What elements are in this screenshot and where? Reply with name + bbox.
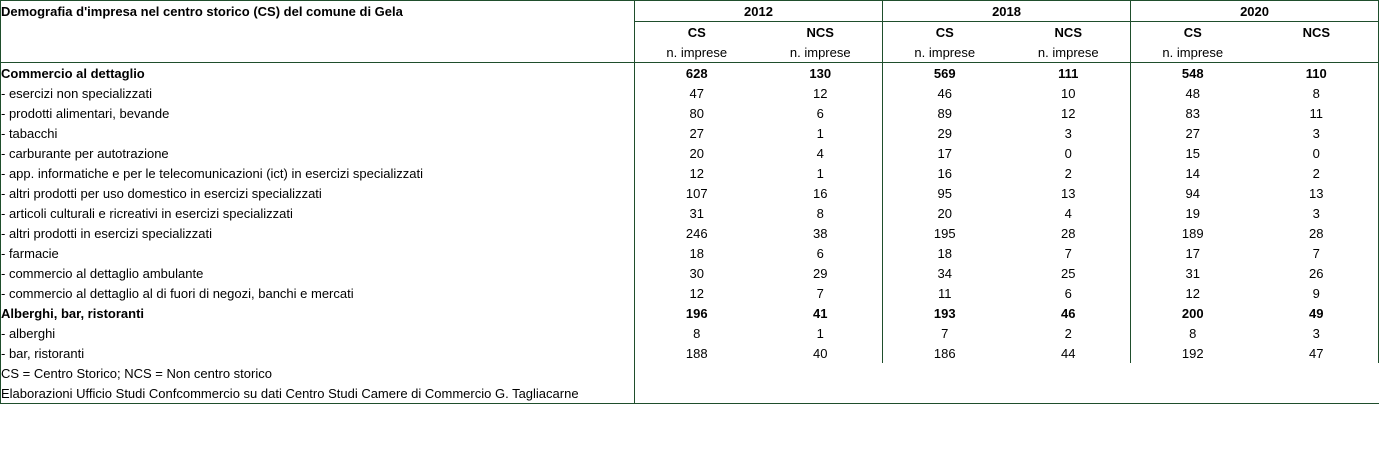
row-value: 41 bbox=[759, 303, 883, 323]
row-value: 195 bbox=[933, 225, 956, 241]
row-value: 80 bbox=[689, 105, 704, 121]
row-label: Alberghi, bar, ristoranti bbox=[1, 303, 635, 323]
table-body bbox=[1, 63, 1383, 364]
table-row bbox=[1, 283, 1383, 303]
table-row bbox=[1, 63, 1383, 84]
row-value: 48 bbox=[1185, 85, 1201, 101]
row-value: 192 bbox=[1181, 345, 1204, 361]
row-value: 2 bbox=[1255, 163, 1379, 183]
note-source: Elaborazioni Ufficio Studi Confcommercio su dati Centro Studi Camere di Commercio G. Tagliacarne bbox=[1, 383, 635, 404]
table-gutter bbox=[1379, 383, 1383, 404]
table-row bbox=[1, 263, 1383, 283]
row-value: 31 bbox=[689, 205, 704, 221]
row-value: 4 bbox=[1007, 203, 1131, 223]
unit-2018-ncs: n. imprese bbox=[1007, 42, 1131, 63]
year-header-2012: 2012 bbox=[635, 1, 883, 22]
table-header-areas bbox=[1, 22, 1383, 43]
row-value: 16 bbox=[937, 165, 952, 181]
table-gutter bbox=[1379, 103, 1383, 123]
row-value: 14 bbox=[1185, 165, 1201, 181]
table-gutter bbox=[1379, 283, 1383, 303]
area-header-2018-cs: CS bbox=[935, 24, 954, 40]
table-gutter bbox=[1379, 42, 1383, 63]
table-gutter bbox=[1379, 143, 1383, 163]
row-value: 8 bbox=[1189, 325, 1197, 341]
unit-2018-cs: n. imprese bbox=[883, 42, 1007, 63]
row-value: 6 bbox=[759, 243, 883, 263]
row-value: 107 bbox=[685, 185, 708, 201]
table-gutter bbox=[1379, 183, 1383, 203]
row-value: 83 bbox=[1185, 105, 1201, 121]
table-gutter bbox=[1379, 83, 1383, 103]
row-label: - prodotti alimentari, bevande bbox=[1, 103, 635, 123]
table-gutter bbox=[1379, 123, 1383, 143]
row-value: 110 bbox=[1255, 63, 1379, 84]
row-value: 3 bbox=[1255, 203, 1379, 223]
row-value: 12 bbox=[689, 165, 704, 181]
row-value: 12 bbox=[1007, 103, 1131, 123]
row-value: 40 bbox=[759, 343, 883, 363]
area-header-2020-ncs: NCS bbox=[1255, 22, 1379, 43]
unit-blank-label bbox=[1, 42, 635, 63]
row-value: 189 bbox=[1181, 225, 1204, 241]
row-value: 12 bbox=[689, 285, 704, 301]
row-value: 29 bbox=[937, 125, 952, 141]
row-value: 44 bbox=[1007, 343, 1131, 363]
row-value: 3 bbox=[1255, 323, 1379, 343]
row-label: - commercio al dettaglio al di fuori di negozi, banchi e mercati bbox=[1, 283, 635, 303]
row-value: 94 bbox=[1185, 185, 1201, 201]
row-value: 2 bbox=[1007, 163, 1131, 183]
row-value: 89 bbox=[937, 105, 952, 121]
row-label: - alberghi bbox=[1, 323, 635, 343]
table-row bbox=[1, 323, 1383, 343]
row-value: 8 bbox=[693, 325, 701, 341]
table-gutter bbox=[1379, 243, 1383, 263]
row-value: 1 bbox=[759, 163, 883, 183]
row-value: 46 bbox=[1007, 303, 1131, 323]
row-label: - farmacie bbox=[1, 243, 635, 263]
row-value: 25 bbox=[1007, 263, 1131, 283]
row-value: 7 bbox=[1255, 243, 1379, 263]
note-legend: CS = Centro Storico; NCS = Non centro storico bbox=[1, 363, 635, 383]
row-value: 20 bbox=[689, 145, 704, 161]
table-row bbox=[1, 203, 1383, 223]
row-label: - altri prodotti per uso domestico in esercizi specializzati bbox=[1, 183, 635, 203]
row-value: 10 bbox=[1007, 83, 1131, 103]
unit-2012-ncs: n. imprese bbox=[759, 42, 883, 63]
row-value: 19 bbox=[1185, 205, 1201, 221]
footer-blank-1 bbox=[635, 363, 1379, 383]
row-label: - esercizi non specializzati bbox=[1, 83, 635, 103]
row-value: 1 bbox=[759, 323, 883, 343]
row-value: 548 bbox=[1181, 65, 1204, 81]
row-value: 7 bbox=[941, 325, 949, 341]
table-row bbox=[1, 343, 1383, 363]
row-value: 8 bbox=[1255, 83, 1379, 103]
table-gutter bbox=[1379, 303, 1383, 323]
row-value: 18 bbox=[689, 245, 704, 261]
row-value: 6 bbox=[759, 103, 883, 123]
row-value: 246 bbox=[685, 225, 708, 241]
table-row bbox=[1, 83, 1383, 103]
row-label: - tabacchi bbox=[1, 123, 635, 143]
row-label: - articoli culturali e ricreativi in esercizi specializzati bbox=[1, 203, 635, 223]
row-value: 30 bbox=[689, 265, 704, 281]
row-value: 0 bbox=[1255, 143, 1379, 163]
row-value: 20 bbox=[937, 205, 952, 221]
row-label: - bar, ristoranti bbox=[1, 343, 635, 363]
row-value: 111 bbox=[1007, 63, 1131, 84]
row-value: 11 bbox=[1255, 103, 1379, 123]
row-value: 28 bbox=[1007, 223, 1131, 243]
year-header-2018: 2018 bbox=[883, 1, 1131, 22]
row-value: 47 bbox=[689, 85, 704, 101]
table-row bbox=[1, 103, 1383, 123]
table-footer-notes-1 bbox=[1, 363, 1383, 383]
row-value: 18 bbox=[937, 245, 952, 261]
table-gutter bbox=[1379, 63, 1383, 84]
row-label: - commercio al dettaglio ambulante bbox=[1, 263, 635, 283]
row-value: 27 bbox=[1185, 125, 1201, 141]
row-value: 4 bbox=[759, 143, 883, 163]
table-header-years bbox=[1, 1, 1383, 22]
row-value: 26 bbox=[1255, 263, 1379, 283]
table-gutter bbox=[1379, 263, 1383, 283]
row-value: 8 bbox=[759, 203, 883, 223]
table-gutter bbox=[1379, 323, 1383, 343]
row-value: 186 bbox=[933, 345, 956, 361]
row-value: 49 bbox=[1255, 303, 1379, 323]
row-label: - app. informatiche e per le telecomunicazioni (ict) in esercizi specializzati bbox=[1, 163, 635, 183]
year-header-2020: 2020 bbox=[1131, 1, 1379, 22]
row-value: 27 bbox=[689, 125, 704, 141]
unit-2012-cs: n. imprese bbox=[635, 42, 759, 63]
table-gutter bbox=[1379, 223, 1383, 243]
row-value: 29 bbox=[759, 263, 883, 283]
row-value: 7 bbox=[759, 283, 883, 303]
row-value: 569 bbox=[933, 65, 956, 81]
row-value: 3 bbox=[1007, 123, 1131, 143]
header-blank-label bbox=[1, 22, 635, 43]
row-value: 188 bbox=[685, 345, 708, 361]
row-label: - altri prodotti in esercizi specializzati bbox=[1, 223, 635, 243]
unit-2020-ncs bbox=[1255, 42, 1379, 63]
row-value: 12 bbox=[759, 83, 883, 103]
table-row bbox=[1, 143, 1383, 163]
row-value: 38 bbox=[759, 223, 883, 243]
page-title: Demografia d'impresa nel centro storico (CS) del comune di Gela bbox=[1, 1, 635, 22]
row-value: 200 bbox=[1181, 305, 1204, 321]
area-header-2020-cs: CS bbox=[1183, 24, 1202, 40]
row-value: 628 bbox=[685, 65, 708, 81]
row-value: 12 bbox=[1185, 285, 1201, 301]
row-value: 15 bbox=[1185, 145, 1201, 161]
row-label: - carburante per autotrazione bbox=[1, 143, 635, 163]
table-row bbox=[1, 163, 1383, 183]
table-gutter bbox=[1379, 163, 1383, 183]
row-value: 0 bbox=[1007, 143, 1131, 163]
table-header-units bbox=[1, 42, 1383, 63]
row-value: 193 bbox=[933, 305, 956, 321]
table-gutter bbox=[1379, 1, 1383, 22]
table-footer-notes-2 bbox=[1, 383, 1383, 404]
area-header-2012-ncs: NCS bbox=[759, 22, 883, 43]
row-value: 7 bbox=[1007, 243, 1131, 263]
row-value: 196 bbox=[685, 305, 708, 321]
row-value: 95 bbox=[937, 185, 952, 201]
row-value: 46 bbox=[937, 85, 952, 101]
row-value: 17 bbox=[937, 145, 952, 161]
footer-blank-2 bbox=[635, 383, 1379, 404]
row-value: 6 bbox=[1007, 283, 1131, 303]
row-value: 28 bbox=[1255, 223, 1379, 243]
row-value: 13 bbox=[1007, 183, 1131, 203]
table-row bbox=[1, 223, 1383, 243]
row-value: 130 bbox=[759, 63, 883, 84]
table-gutter bbox=[1379, 203, 1383, 223]
table-gutter bbox=[1379, 22, 1383, 43]
unit-2020-cs: n. imprese bbox=[1131, 42, 1255, 63]
table-row bbox=[1, 303, 1383, 323]
row-value: 47 bbox=[1255, 343, 1379, 363]
row-label: Commercio al dettaglio bbox=[1, 63, 635, 84]
row-value: 1 bbox=[759, 123, 883, 143]
table-gutter bbox=[1379, 343, 1383, 363]
row-value: 3 bbox=[1255, 123, 1379, 143]
area-header-2012-cs: CS bbox=[687, 24, 706, 40]
row-value: 31 bbox=[1185, 265, 1201, 281]
row-value: 2 bbox=[1007, 323, 1131, 343]
table-row bbox=[1, 123, 1383, 143]
row-value: 16 bbox=[759, 183, 883, 203]
table-row bbox=[1, 183, 1383, 203]
area-header-2018-ncs: NCS bbox=[1007, 22, 1131, 43]
table-row bbox=[1, 243, 1383, 263]
row-value: 17 bbox=[1185, 245, 1201, 261]
row-value: 34 bbox=[937, 265, 952, 281]
row-value: 11 bbox=[938, 285, 952, 301]
row-value: 9 bbox=[1255, 283, 1379, 303]
row-value: 13 bbox=[1255, 183, 1379, 203]
table-gutter bbox=[1379, 363, 1383, 383]
